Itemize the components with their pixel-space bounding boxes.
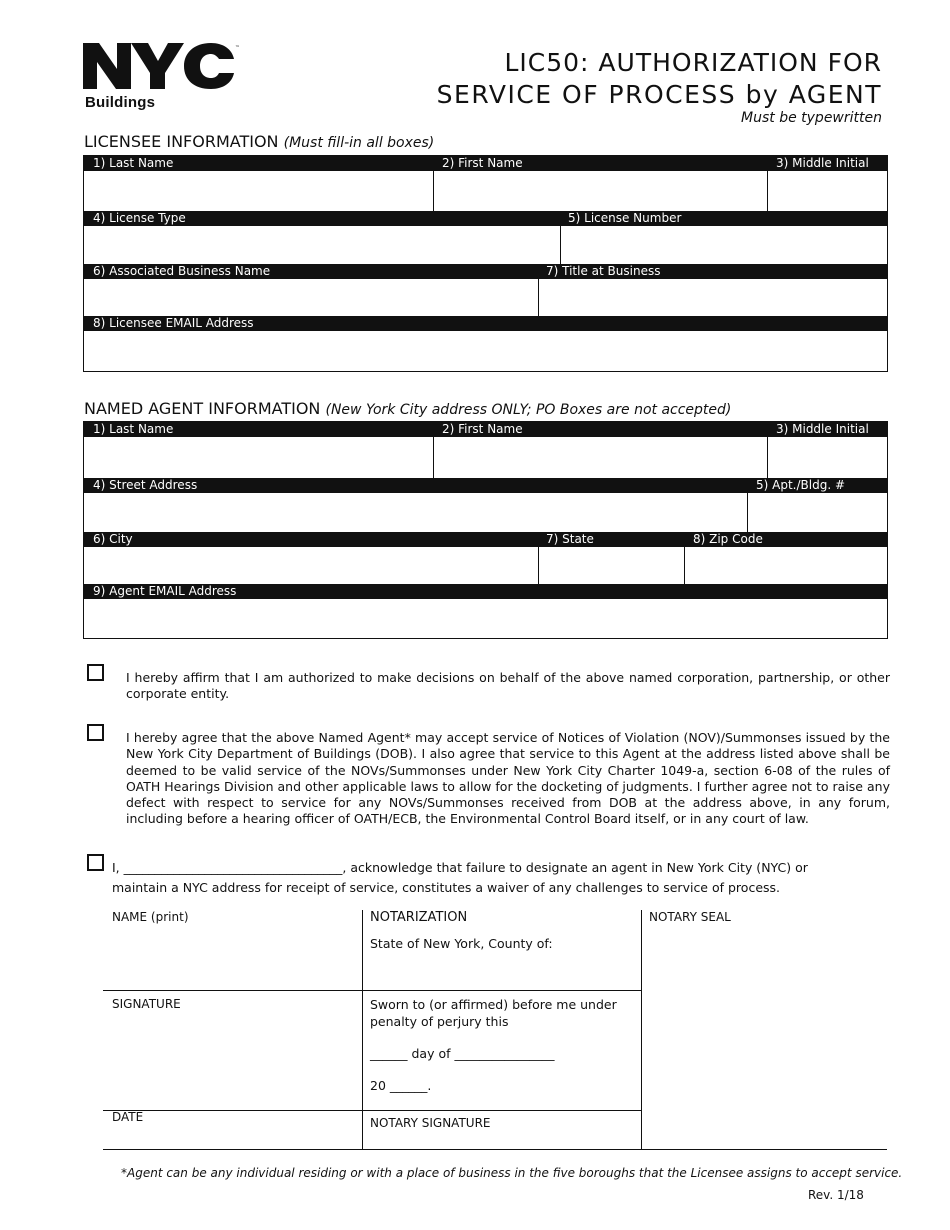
signature-divider-2 — [641, 910, 642, 1150]
zip-code-field[interactable] — [685, 547, 887, 584]
agent-heading-note: (New York City address ONLY; PO Boxes are not accepted) — [325, 402, 732, 418]
notary-signature-label: NOTARY SIGNATURE — [370, 1116, 491, 1130]
city-field[interactable] — [84, 547, 538, 584]
form-title-line1: LIC50: AUTHORIZATION FOR — [504, 48, 882, 77]
business-name-label: 6) Associated Business Name — [93, 264, 271, 278]
street-address-label: 4) Street Address — [93, 478, 198, 492]
agent-email-field[interactable] — [84, 599, 887, 638]
sworn-text-line1: Sworn to (or affirmed) before me under — [370, 997, 617, 1012]
acknowledge-text-line1: I, ___________________________________, acknowledge that failure to designate an agent in New York City (NYC) or — [112, 860, 808, 875]
licensee-last-name-field[interactable] — [84, 171, 433, 211]
acknowledge-text-line2: maintain a NYC address for receipt of service, constitutes a waiver of any challenges to service of process. — [112, 880, 781, 895]
signature-line-2 — [103, 1110, 642, 1111]
licensee-first-name-field[interactable] — [434, 171, 767, 211]
agent-middle-initial-field[interactable] — [768, 437, 887, 478]
acknowledge-checkbox[interactable] — [87, 854, 104, 871]
street-address-field[interactable] — [84, 493, 747, 532]
state-county-text: State of New York, County of: — [370, 936, 553, 951]
title-at-business-field[interactable] — [539, 279, 887, 316]
title-at-business-label: 7) Title at Business — [546, 264, 661, 278]
license-type-field[interactable] — [84, 226, 560, 264]
date-field[interactable] — [104, 1126, 360, 1148]
signature-field[interactable] — [104, 1015, 360, 1108]
year-line: 20 ______. — [370, 1078, 432, 1093]
agent-last-name-field[interactable] — [84, 437, 433, 478]
agent-first-name-label: 2) First Name — [442, 422, 523, 436]
svg-text:™: ™ — [235, 45, 240, 51]
licensee-heading-note: (Must fill-in all boxes) — [283, 135, 435, 151]
agent-first-name-field[interactable] — [434, 437, 767, 478]
notary-seal-label: NOTARY SEAL — [649, 910, 731, 924]
agree-service-checkbox[interactable] — [87, 724, 104, 741]
name-print-label: NAME (print) — [112, 910, 189, 924]
notary-seal-area — [643, 930, 886, 1146]
licensee-heading-text: LICENSEE INFORMATION — [84, 132, 279, 151]
business-name-field[interactable] — [84, 279, 538, 316]
notarization-label: NOTARIZATION — [370, 910, 468, 925]
agent-middle-initial-label: 3) Middle Initial — [776, 422, 869, 436]
apt-bldg-field[interactable] — [748, 493, 887, 532]
signature-label: SIGNATURE — [112, 997, 181, 1011]
state-field[interactable] — [539, 547, 684, 584]
day-of-line: ______ day of ________________ — [370, 1046, 555, 1061]
license-number-label: 5) License Number — [568, 211, 682, 225]
licensee-email-label: 8) Licensee EMAIL Address — [93, 316, 254, 330]
license-type-label: 4) License Type — [93, 211, 186, 225]
apt-bldg-label: 5) Apt./Bldg. # — [756, 478, 846, 492]
agree-service-text: I hereby agree that the above Named Agent* may accept service of Notices of Violation (NOV)/Summonses issued by the New York City Department of Buildings (DOB). I also agree that service to this Agent at the address listed above shall be deemed to be valid service of the NOVs/Summonses under New York City Charter 1049-a, section 6-08 of the rules of OATH Hearings Division and other applicable laws to allow for the docketing of judgments. I further agree not to raise any defect with respect to service for any NOVs/Summonses received from DOB at the address above, in any forum, including before a hearing officer of OATH/ECB, the Environmental Control Board itself, or in any court of law. — [126, 730, 890, 827]
city-label: 6) City — [93, 532, 133, 546]
revision-label: Rev. 1/18 — [808, 1188, 864, 1202]
license-number-field[interactable] — [561, 226, 887, 264]
state-label: 7) State — [546, 532, 594, 546]
logo-subtext: Buildings — [85, 94, 156, 111]
name-print-field[interactable] — [104, 930, 360, 988]
agent-last-name-label: 1) Last Name — [93, 422, 174, 436]
licensee-first-name-label: 2) First Name — [442, 156, 523, 170]
affirm-authority-text: I hereby affirm that I am authorized to make decisions on behalf of the above named corporation, partnership, or other corporate entity. — [126, 670, 890, 702]
licensee-middle-initial-label: 3) Middle Initial — [776, 156, 869, 170]
licensee-middle-initial-field[interactable] — [768, 171, 887, 211]
agent-heading-text: NAMED AGENT INFORMATION — [84, 399, 321, 418]
affirm-authority-checkbox[interactable] — [87, 664, 104, 681]
zip-code-label: 8) Zip Code — [693, 532, 763, 546]
signature-divider-1 — [362, 910, 363, 1150]
licensee-heading — [84, 132, 434, 151]
agent-footnote: *Agent can be any individual residing or with a place of business in the five boroughs that the Licensee assigns to accept service. — [121, 1166, 903, 1180]
agent-heading — [84, 399, 731, 418]
form-title-line2: SERVICE OF PROCESS by AGENT — [436, 80, 882, 109]
form-title-note: Must be typewritten — [741, 110, 882, 126]
sworn-text-line2: penalty of perjury this — [370, 1014, 509, 1029]
licensee-email-field[interactable] — [84, 331, 887, 371]
agent-email-label: 9) Agent EMAIL Address — [93, 584, 237, 598]
licensee-last-name-label: 1) Last Name — [93, 156, 174, 170]
agent-form — [83, 421, 888, 639]
licensee-form — [83, 155, 888, 372]
signature-line-bottom — [103, 1149, 887, 1150]
signature-line-1 — [103, 990, 642, 991]
date-label: DATE — [112, 1110, 144, 1124]
